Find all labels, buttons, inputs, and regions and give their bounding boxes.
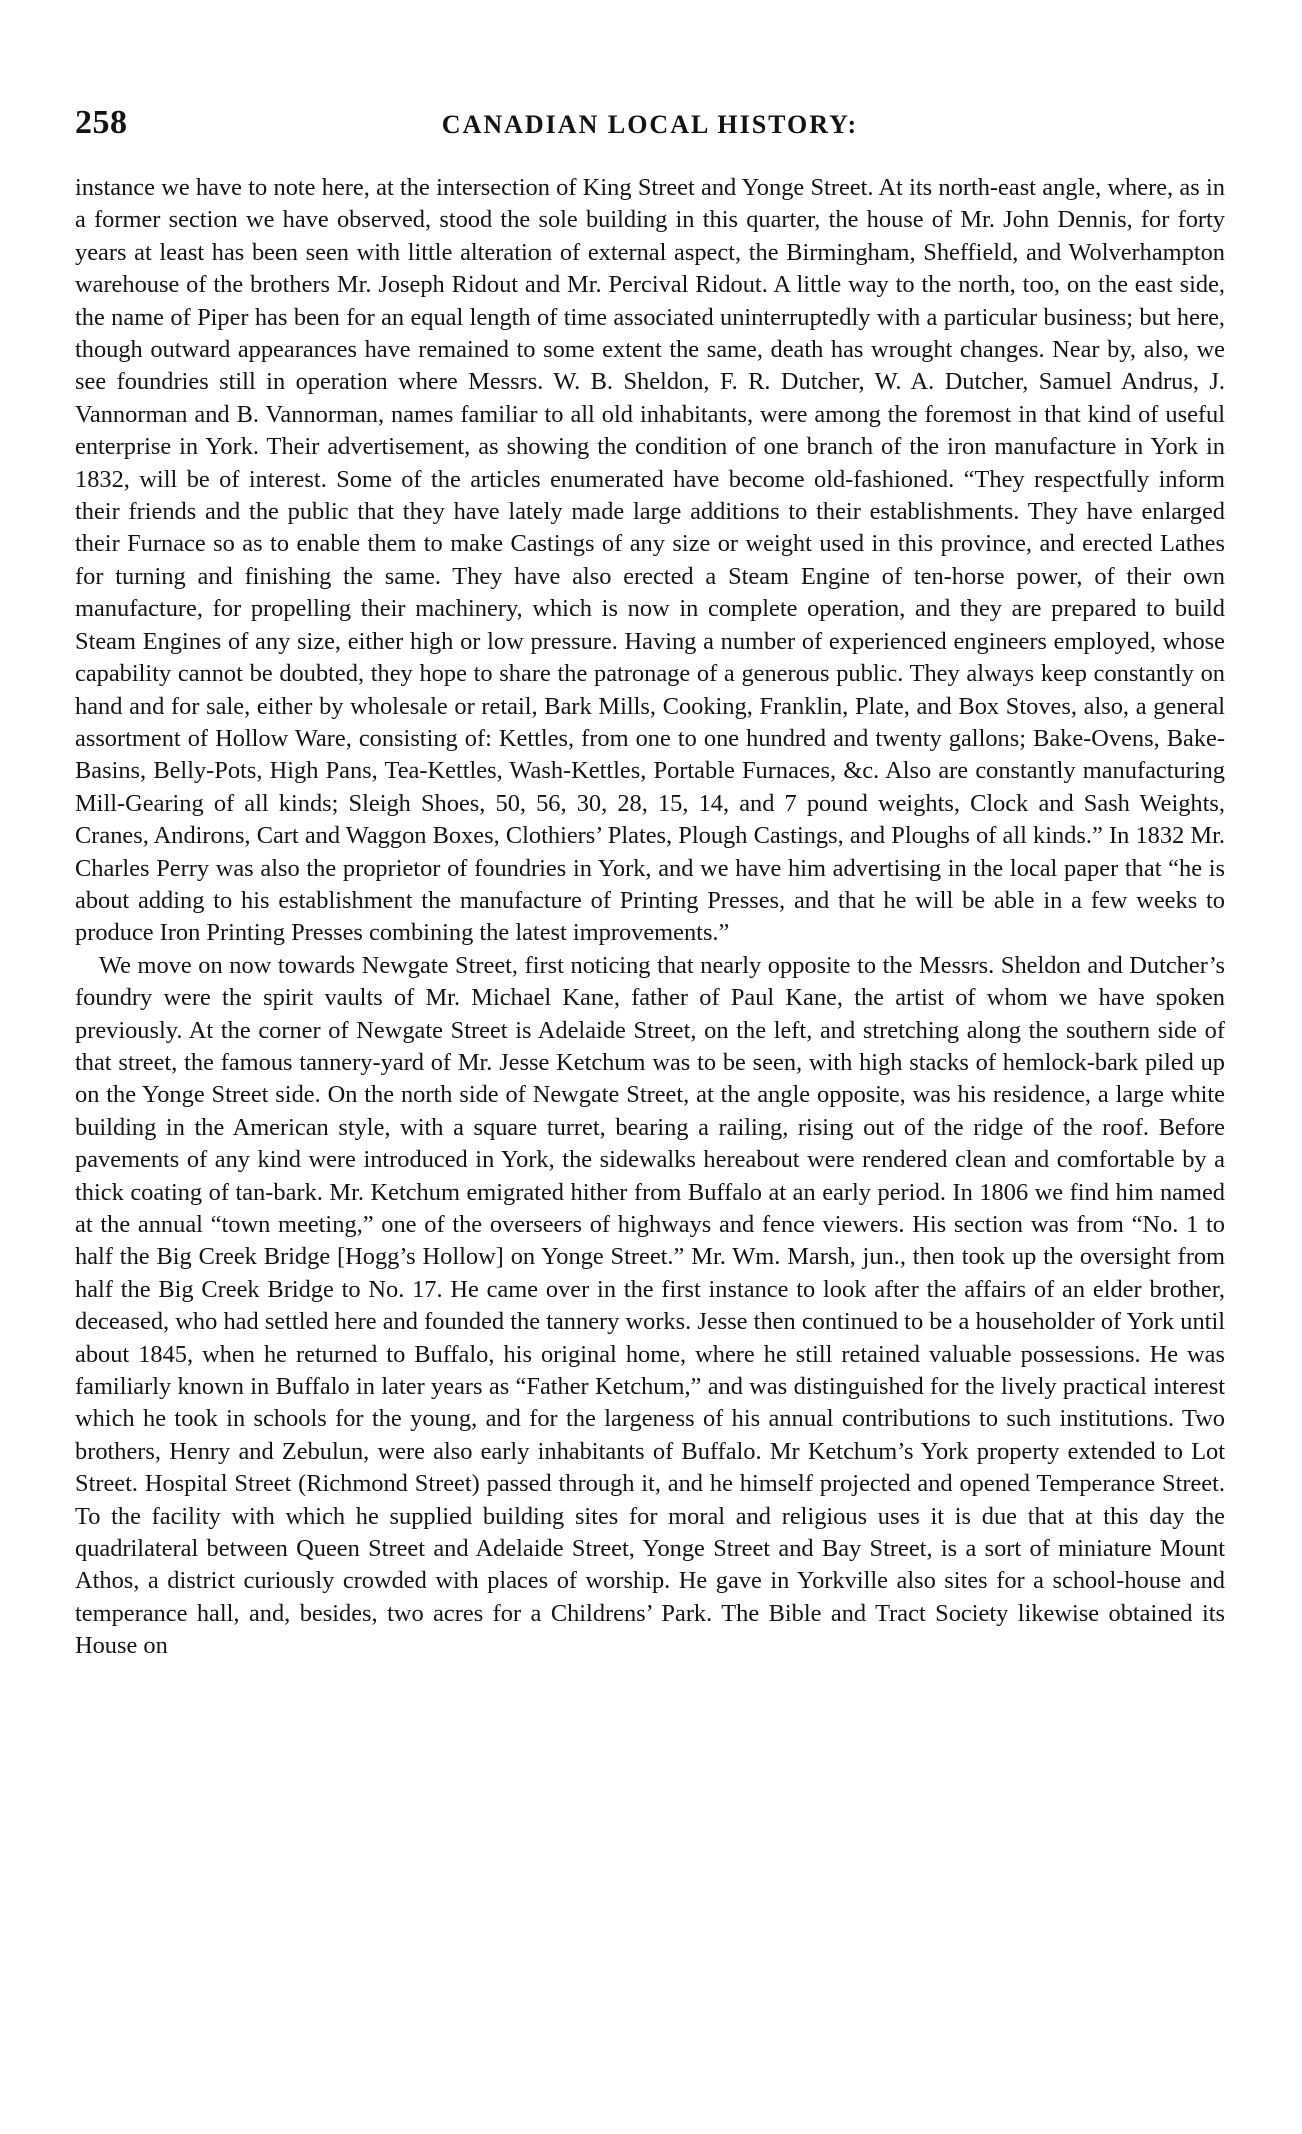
paragraph: We move on now towards Newgate Street, first noticing that nearly opposite to the Messrs. Sheldon and Dutcher’s foundry were the spirit vaults of Mr. Michael Kane, father of Paul Kane, the artist of whom we have spoken previously. At the corner of Newgate Street is Adelaide Street, on the left, and stretching along the southern side of that street, the famous tannery-yard of Mr. Jesse Ketchum was to be seen, with high stacks of hemlock-bark piled up on the Yonge Street side. On the north side of Newgate Street, at the angle opposite, was his residence, a large white building in the American style, with a square turret, bearing a railing, rising out of the ridge of the roof. Before pavements of any kind were introduced in York, the sidewalks hereabout were rendered clean and comfortable by a thick coating of tan-bark. Mr. Ketchum emigrated hither from Buffalo at an early period. In 1806 we find him named at the annual “town meeting,” one of the overseers of highways and fence viewers. His section was from “No. 1 to half the Big Creek Bridge [Hogg’s Hollow] on Yonge Street.” Mr. Wm. Marsh, jun., then took up the oversight from half the Big Creek Bridge to No. 17. He came over in the first instance to look after the affairs of an elder brother, deceased, who had settled here and founded the tannery works. Jesse then continued to be a householder of York until about 1845, when he returned to Buffalo, his original home, where he still retained valuable possessions. He was familiarly known in Buffalo in later years as “Father Ketchum,” and was distinguished for the lively practical interest which he took in schools for the young, and for the largeness of his annual contributions to such institutions. Two brothers, Henry and Zebulun, were also early inhabitants of Buffalo. Mr Ketchum’s York property extended to Lot Street. Hospital Street (Richmond Street) passed through it, and he himself projected and opened Temperance Street. To the facility with which he supplied building sites for moral and religious uses it is due that at this day the quadrilateral between Queen Street and Adelaide Street, Yonge Street and Bay Street, is a sort of miniature Mount Athos, a district curiously crowded with places of worship. He gave in Yorkville also sites for a school-house and temperance hall, and, besides, two acres for a Childrens’ Park. The Bible and Tract Society likewise obtained its House on — [75, 951, 1225, 1660]
paragraph: instance we have to note here, at the intersection of King Street and Yonge Street. At its north-east angle, where, as in a former section we have observed, stood the sole building in this quarter, the house of Mr. John Dennis, for forty years at least has been seen with little alteration of external aspect, the Birmingham, Sheffield, and Wolverhampton warehouse of the brothers Mr. Joseph Ridout and Mr. Percival Ridout. A little way to the north, too, on the east side, the name of Piper has been for an equal length of time associated uninterruptedly with a particular business; but here, though outward appearances have remained to some extent the same, death has wrought changes. Near by, also, we see foundries still in operation where Messrs. W. B. Sheldon, F. R. Dutcher, W. A. Dutcher, Samuel Andrus, J. Vannorman and B. Vannorman, names familiar to all old inhabitants, were among the foremost in that kind of useful enterprise in York. Their advertisement, as showing the condition of one branch of the iron manufacture in York in 1832, will be of interest. Some of the articles enumerated have become old-fashioned. “They respectfully inform their friends and the public that they have lately made large additions to their establishments. They have enlarged their Furnace so as to enable them to make Castings of any size or weight used in this province, and erected Lathes for turning and finishing the same. They have also erected a Steam Engine of ten-horse power, of their own manufacture, for propelling their machinery, which is now in complete operation, and they are prepared to build Steam Engines of any size, either high or low pressure. Having a number of experienced engineers employed, whose capability cannot be doubted, they hope to share the patronage of a generous public. They always keep constantly on hand and for sale, either by wholesale or retail, Bark Mills, Cooking, Franklin, Plate, and Box Stoves, also, a general assortment of Hollow Ware, consisting of: Kettles, from one to one hundred and twenty gallons; Bake-Ovens, Bake-Basins, Belly-Pots, High Pans, Tea-Kettles, Wash-Kettles, Portable Furnaces, &c. Also are constantly manufacturing Mill-Gearing of all kinds; Sleigh Shoes, 50, 56, 30, 28, 15, 14, and 7 pound weights, Clock and Sash Weights, Cranes, Andirons, Cart and Waggon Boxes, Clothiers’ Plates, Plough Castings, and Ploughs of all kinds.” In 1832 Mr. Charles Perry was also the proprietor of foundries in York, and we have him advertising in the local paper that “he is about adding to his establishment the manufacture of Printing Presses, and that he will be able in a few weeks to produce Iron Printing Presses combining the latest improvements.” — [75, 174, 1225, 947]
running-head: CANADIAN LOCAL HISTORY: — [441, 110, 859, 139]
book-page — [75, 104, 1225, 1663]
page-number: 258 — [75, 104, 128, 141]
page-header — [75, 104, 1225, 152]
